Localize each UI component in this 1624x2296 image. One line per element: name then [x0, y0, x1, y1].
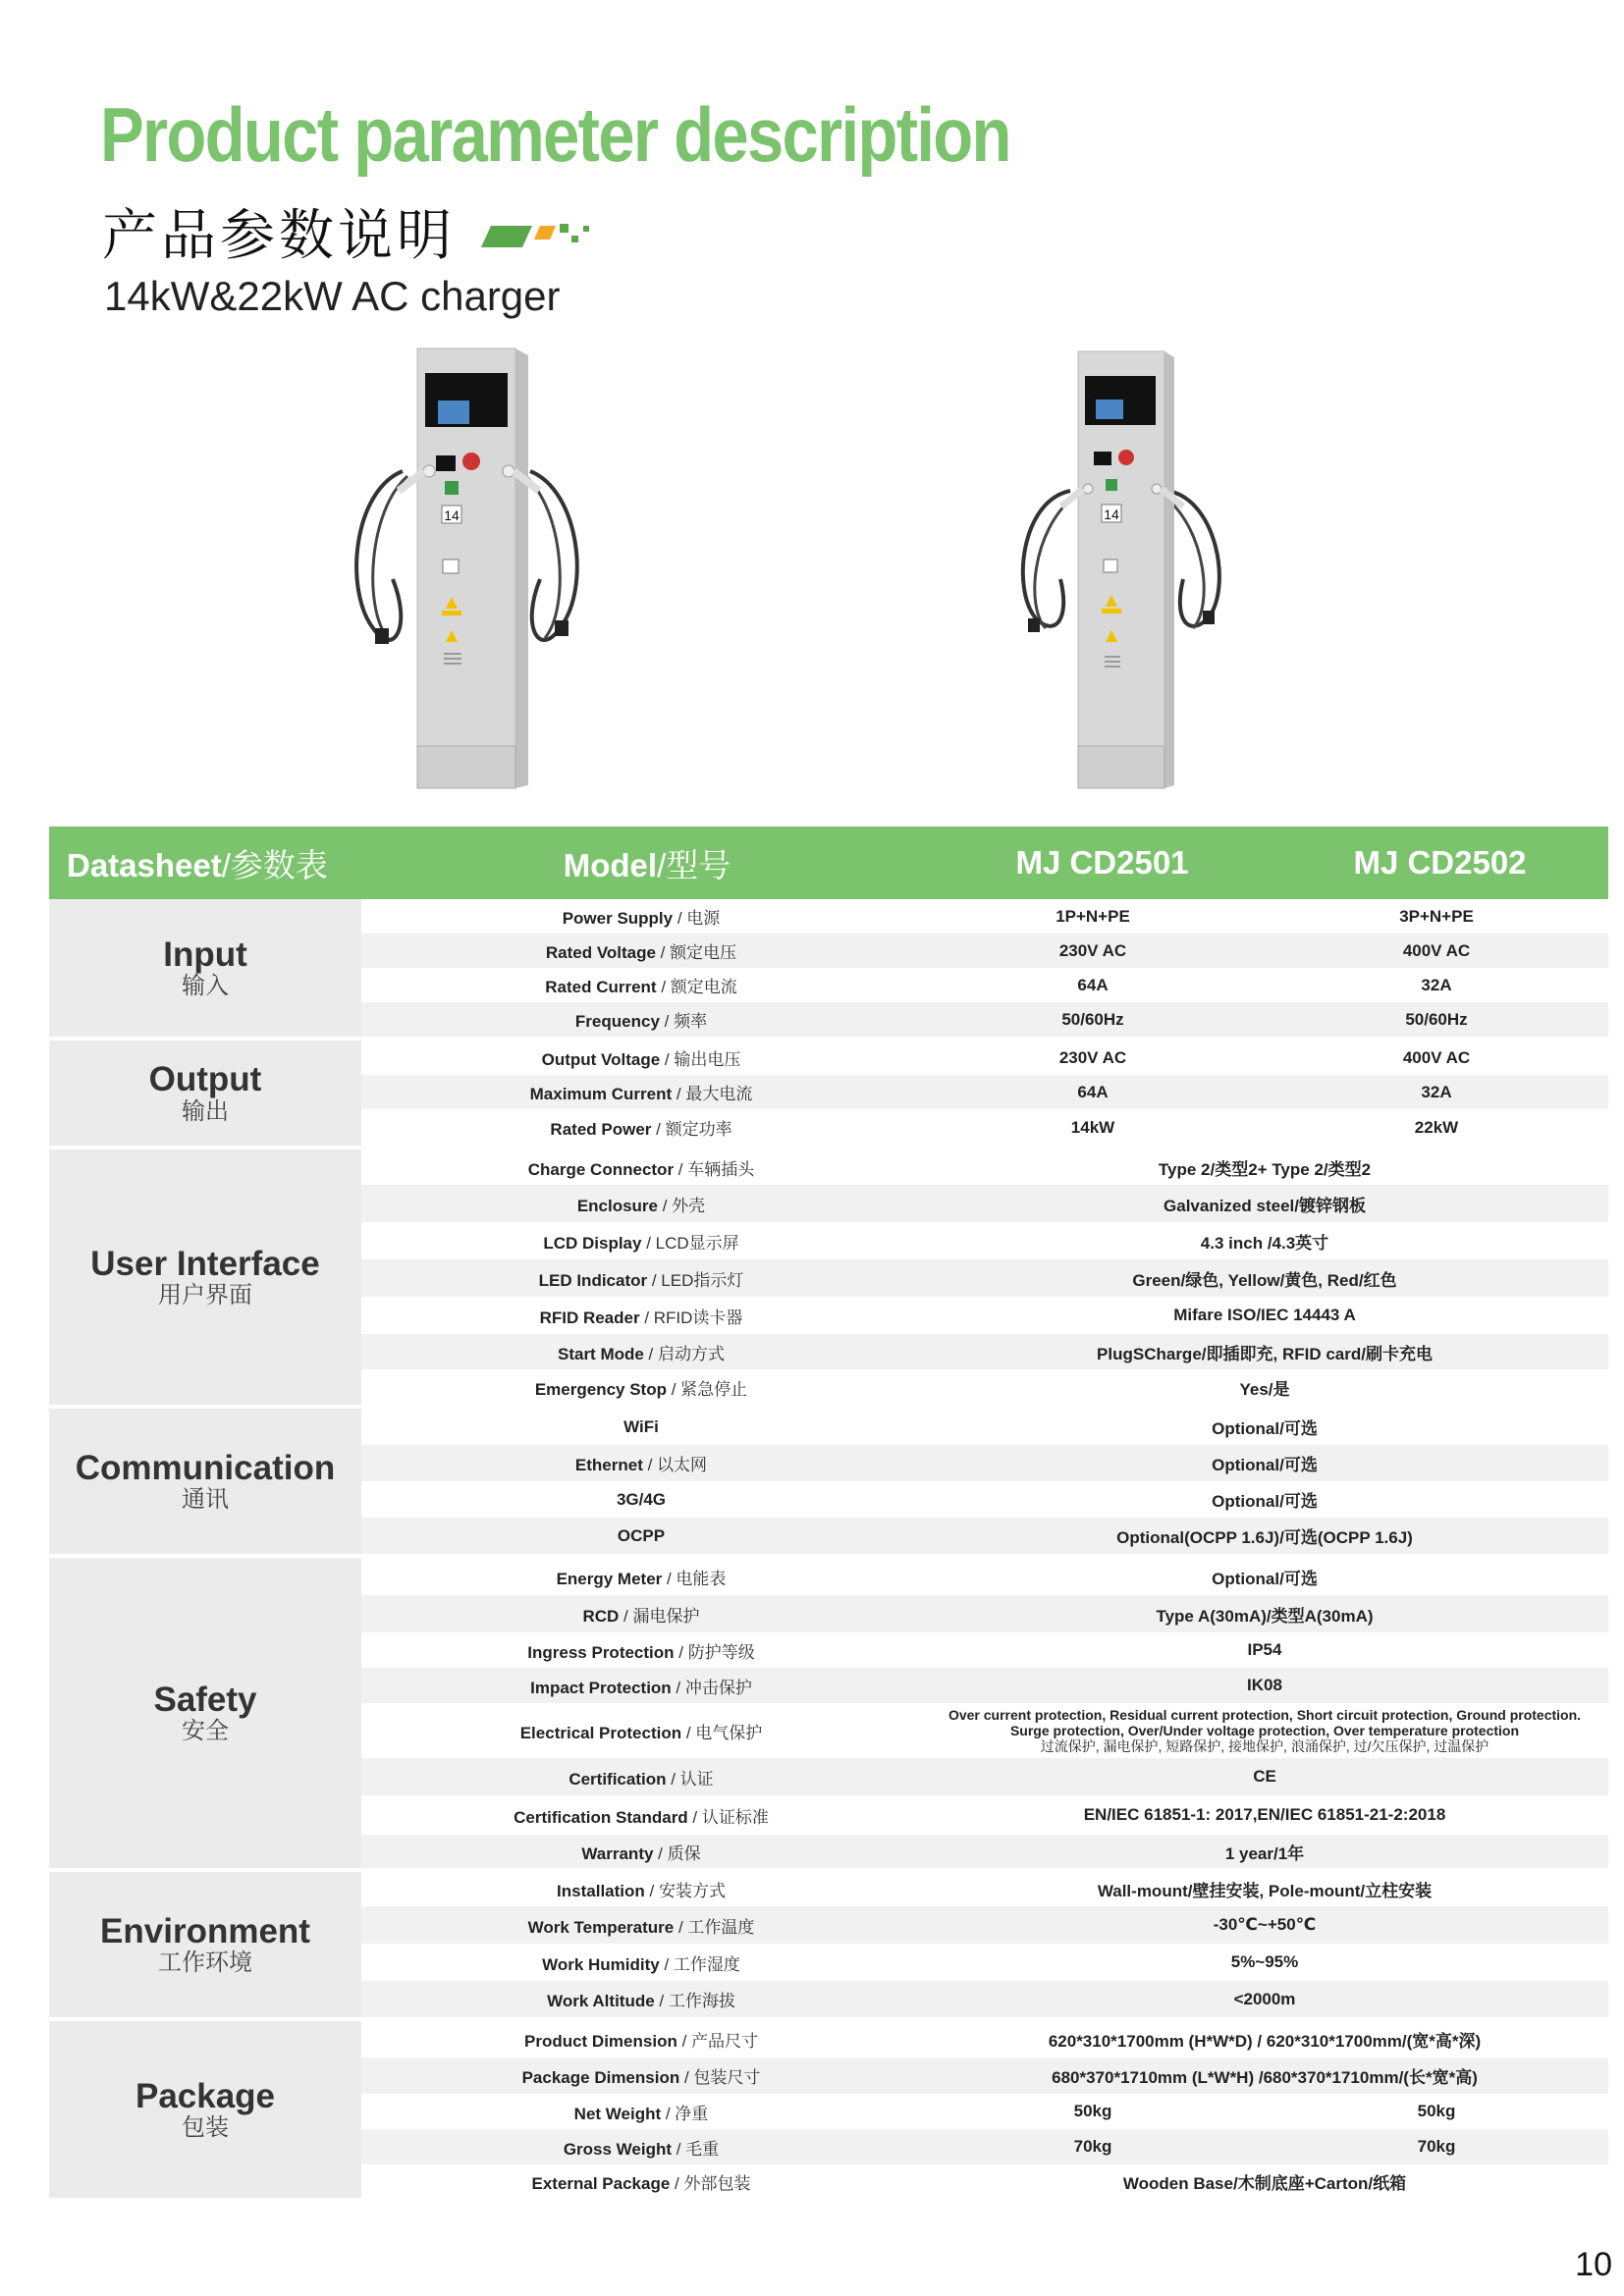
charger-image-cd2501	[334, 334, 599, 795]
table-row: Enclosure / 外壳 Galvanized steel/镀锌钢板	[361, 1185, 1608, 1222]
group-label-safety: Safety 安全	[49, 1558, 361, 1868]
charger-panel-number: 14	[444, 507, 460, 523]
table-row: RFID Reader / RFID读卡器 Mifare ISO/IEC 14443 A	[361, 1297, 1608, 1334]
table-row: Ethernet / 以太网 Optional/可选	[361, 1445, 1608, 1481]
table-row: Rated Current / 额定电流 64A 32A	[361, 968, 1608, 1002]
table-row: Output Voltage / 输出电压 230V AC 400V AC	[361, 1041, 1608, 1075]
electrical-protection-value: Over current protection, Residual current protection, Short circuit protection, Ground protection. Surge protection, Over/Under voltage protection, Over temperature protection 过流保护, 漏电保护, 短路保护, 接地保护, 浪涌保护, 过/欠压保护, 过温保护	[947, 1706, 1582, 1755]
table-row: Net Weight / 净重 50kg 50kg	[361, 2094, 1608, 2129]
table-row: OCPP Optional(OCPP 1.6J)/可选(OCPP 1.6J)	[361, 1518, 1608, 1554]
table-row: Work Temperature / 工作温度 -30℃~+50℃	[361, 1906, 1608, 1944]
table-row: Rated Power / 额定功率 14kW 22kW	[361, 1109, 1608, 1146]
page-title: Product parameter description	[100, 91, 1010, 178]
group-environment	[49, 1872, 1608, 2021]
table-row: RCD / 漏电保护 Type A(30mA)/类型A(30mA)	[361, 1595, 1608, 1632]
table-row: Maximum Current / 最大电流 64A 32A	[361, 1075, 1608, 1109]
table-row: Electrical Protection / 电气保护 Over current protection, Residual current protection, Short circuit protection, Ground protection. Surge protection, Over/Under voltage protection, Over temperature protection 过流保护, 漏电保护, 短路保护, 接地保护, 浪涌保护, 过/欠压保护, 过温保护	[361, 1703, 1608, 1758]
table-row: Package Dimension / 包装尺寸 680*370*1710mm (L*W*H) /680*370*1710mm/(长*宽*高)	[361, 2057, 1608, 2094]
table-row: Energy Meter / 电能表 Optional/可选	[361, 1558, 1608, 1595]
table-row: Certification Standard / 认证标准 EN/IEC 61851-1: 2017,EN/IEC 61851-21-2:2018	[361, 1795, 1608, 1835]
table-row: Emergency Stop / 紧急停止 Yes/是	[361, 1369, 1608, 1405]
title-cn-row	[102, 192, 597, 271]
group-label-user-interface: User Interface 用户界面	[49, 1149, 361, 1405]
table-row: Start Mode / 启动方式 PlugSCharge/即插即充, RFID card/刷卡充电	[361, 1334, 1608, 1369]
page-number: 10	[1575, 2246, 1612, 2283]
header-model: Model/型号	[563, 846, 731, 883]
table-row: 3G/4G Optional/可选	[361, 1481, 1608, 1518]
table-row: Rated Voltage / 额定电压 230V AC 400V AC	[361, 934, 1608, 968]
table-row: LED Indicator / LED指示灯 Green/绿色, Yellow/黄色, Red/红色	[361, 1259, 1608, 1297]
group-output	[49, 1041, 1608, 1149]
datasheet-table	[49, 827, 1608, 2202]
charger-panel-number-2: 14	[1104, 507, 1119, 522]
table-row: Warranty / 质保 1 year/1年	[361, 1835, 1608, 1868]
group-safety	[49, 1558, 1608, 1872]
table-row: Ingress Protection / 防护等级 IP54	[361, 1632, 1608, 1668]
charger-image-cd2502	[972, 344, 1267, 795]
table-header	[49, 827, 1608, 899]
page-title-cn: 产品参数说明	[102, 204, 456, 266]
table-row: WiFi Optional/可选	[361, 1409, 1608, 1445]
brand-logo-icon	[473, 212, 597, 251]
table-row: Power Supply / 电源 1P+N+PE 3P+N+PE	[361, 899, 1608, 934]
group-label-environment: Environment 工作环境	[49, 1872, 361, 2017]
table-row: Certification / 认证 CE	[361, 1758, 1608, 1795]
group-label-output: Output 输出	[49, 1041, 361, 1146]
table-row: LCD Display / LCD显示屏 4.3 inch /4.3英寸	[361, 1222, 1608, 1259]
table-row: Charge Connector / 车辆插头 Type 2/类型2+ Type 2/类型2	[361, 1149, 1608, 1185]
table-row: Work Humidity / 工作湿度 5%~95%	[361, 1944, 1608, 1981]
group-communication	[49, 1409, 1608, 1558]
table-row: Gross Weight / 毛重 70kg 70kg	[361, 2129, 1608, 2164]
table-row: Product Dimension / 产品尺寸 620*310*1700mm (H*W*D) / 620*310*1700mm/(宽*高*深)	[361, 2021, 1608, 2057]
group-input	[49, 899, 1608, 1041]
header-datasheet: Datasheet/参数表	[67, 846, 328, 883]
subtitle: 14kW&22kW AC charger	[104, 273, 561, 319]
header-model-cd2501: MJ CD2501	[1015, 844, 1189, 881]
table-row: Frequency / 频率 50/60Hz 50/60Hz	[361, 1002, 1608, 1037]
table-row: Work Altitude / 工作海拔 <2000m	[361, 1981, 1608, 2017]
group-label-input: Input 输入	[49, 899, 361, 1037]
group-label-communication: Communication 通讯	[49, 1409, 361, 1554]
header-model-cd2502: MJ CD2502	[1353, 844, 1527, 881]
group-label-package: Package 包装	[49, 2021, 361, 2198]
group-package	[49, 2021, 1608, 2202]
table-row: Installation / 安装方式 Wall-mount/壁挂安装, Pole-mount/立柱安装	[361, 1872, 1608, 1906]
table-row: Impact Protection / 冲击保护 IK08	[361, 1668, 1608, 1703]
group-user-interface	[49, 1149, 1608, 1409]
table-row: External Package / 外部包装 Wooden Base/木制底座+Carton/纸箱	[361, 2164, 1608, 2198]
